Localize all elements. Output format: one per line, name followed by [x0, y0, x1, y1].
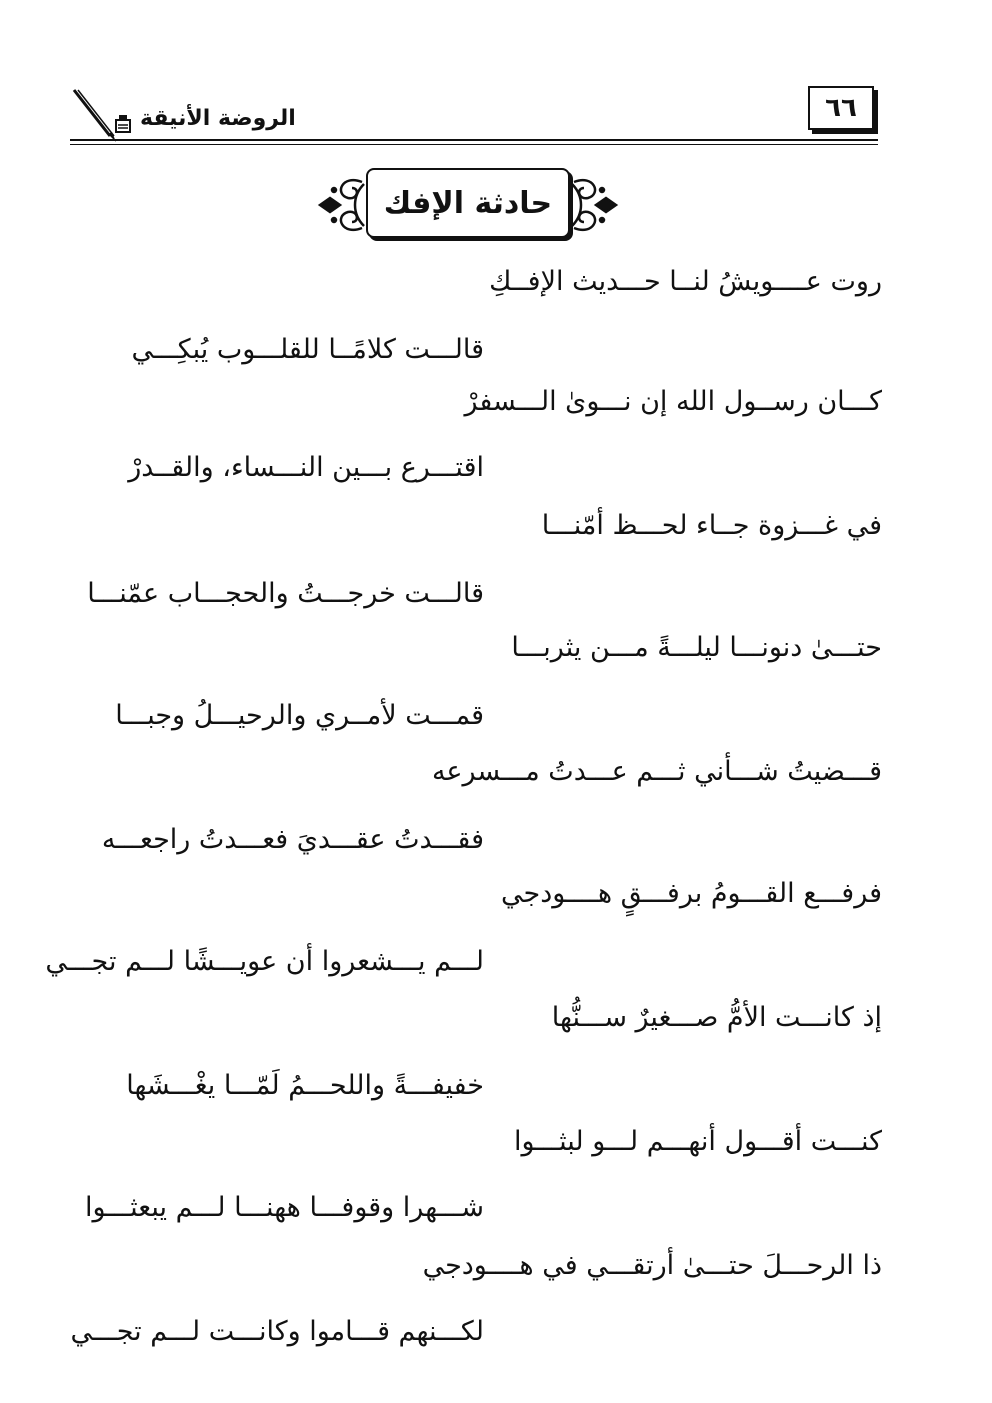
verse-9-left: لكـــنهم قـــاموا وكانـــت لـــم تجـــي — [70, 1316, 484, 1347]
verse-3-right: في غـــزوة جــاء لحـــظ أمّنـــا — [541, 510, 882, 541]
header-rule-thin — [70, 144, 878, 145]
verse-2-right: كـــان رســول الله إن نـــوىٰ الـــسفرْ — [464, 386, 882, 417]
page-number-text: ٦٦ — [825, 93, 857, 123]
section-title: حادثة الإفك — [383, 185, 553, 221]
verse-9-right: ذا الرحـــلَ حتـــىٰ أرتقـــي في هــــودجي — [422, 1250, 882, 1281]
verse-3-left: قالـــت خرجـــتُ والحجـــاب عمّنـــا — [87, 578, 484, 609]
verse-4-left: قمـــت لأمــري والرحيـــلُ وجبـــا — [115, 700, 484, 731]
verse-8-right: كنـــت أقـــول أنهـــم لـــو لبثـــوا — [513, 1126, 882, 1157]
verse-6-right: فرفـــع القـــومُ برفـــقٍ هــــودجي — [501, 878, 882, 909]
verse-7-right: إذ كانـــت الأمُّ صـــغيرٌ ســـنُّها — [551, 1002, 882, 1033]
page-number — [808, 86, 874, 130]
verse-4-right: حتـــىٰ دنونـــا ليلـــةً مـــن يثربـــا — [511, 632, 882, 663]
verse-6-left: لـــم يـــشعروا أن عويـــشًا لـــم تجـــي — [45, 946, 484, 977]
verse-2-left: اقتـــرع بـــين النـــساء، والقــدرْ — [128, 452, 484, 483]
verse-8-left: شـــهرا وقوفـــا ههنـــا لـــم يبعثـــوا — [84, 1192, 484, 1223]
pen-icon — [70, 88, 118, 144]
verse-1-right: روت عــــويشُ لنــا حـــديث الإفــكِ — [489, 266, 882, 297]
verse-1-left: قالـــت كلامًــا للقلـــوب يُبكِـــي — [131, 334, 484, 365]
verse-5-left: فقـــدتُ عقـــديَ فعـــدتُ راجعـــه — [101, 824, 484, 855]
verse-7-left: خفيفـــةً واللحـــمُ لَمّـــا يغْـــشَها — [126, 1070, 484, 1101]
verse-5-right: قـــضيتُ شـــأني ثـــم عـــدتُ مـــسرعه — [431, 756, 882, 787]
section-title-box — [366, 168, 570, 238]
book-title: الروضة الأنيقة — [140, 106, 296, 131]
header-rule — [70, 139, 878, 141]
